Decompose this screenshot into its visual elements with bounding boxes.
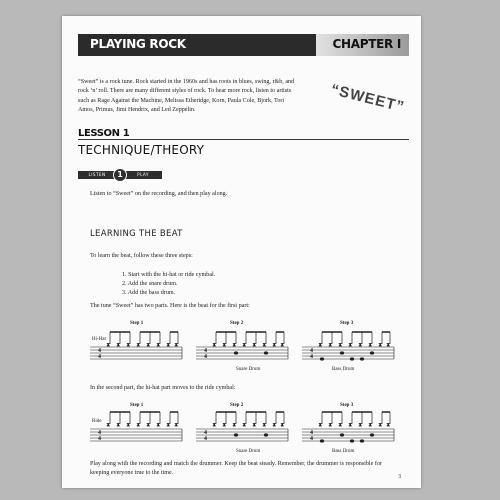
listen-label: LISTEN [78,171,116,179]
hihat-label: Hi-Hat [92,337,106,342]
svg-text:x: x [167,423,170,428]
page-header [78,34,409,56]
svg-text:x: x [127,343,130,348]
svg-text:4: 4 [204,354,207,360]
svg-text:4: 4 [98,348,101,354]
svg-text:x: x [137,343,140,348]
track-number: 1 [114,169,126,181]
svg-text:x: x [137,423,140,428]
svg-text:4: 4 [310,348,313,354]
svg-text:4: 4 [310,430,313,436]
staff-1 [90,347,182,359]
ride-notes-step1 [107,412,178,428]
sweet-graphic: “SWEET” [329,81,407,116]
ride-notes-step2 [213,412,284,436]
svg-text:x: x [157,423,160,428]
svg-text:x: x [349,423,352,428]
bass-label: Bass Drum [332,367,355,372]
step1-label: Step 1 [130,321,144,326]
staff-3 [302,429,394,441]
header-title-bar [78,34,316,56]
hihat-notes-step1 [107,332,178,348]
play-label: PLAY [124,171,162,179]
svg-text:4: 4 [98,430,101,436]
svg-text:x: x [127,423,130,428]
svg-text:x: x [387,423,390,428]
staff-1 [90,429,182,441]
steps-list [122,271,215,298]
learning-heading: LEARNING THE BEAT [90,229,183,239]
step2-label: Step 2 [230,321,244,326]
learning-intro: To learn the beat, follow these three steps: [90,253,193,259]
svg-text:x: x [107,423,110,428]
svg-text:x: x [243,423,246,428]
bass-label: Bass Drum [332,449,355,454]
svg-text:x: x [233,343,236,348]
svg-text:x: x [339,343,342,348]
svg-text:4: 4 [98,354,101,360]
svg-text:x: x [329,343,332,348]
svg-text:x: x [157,343,160,348]
staff-2 [196,347,288,359]
listen-play-badge [78,170,162,180]
svg-text:x: x [213,423,216,428]
svg-text:x: x [147,423,150,428]
listen-instruction: Listen to “Sweet” on the recording, and then play along. [90,191,228,197]
page-number: 3 [398,474,401,480]
svg-text:x: x [223,343,226,348]
svg-text:x: x [213,343,216,348]
svg-text:x: x [117,343,120,348]
svg-text:4: 4 [204,348,207,354]
step3-label: Step 3 [340,321,354,326]
ride-label: Ride [92,419,102,424]
svg-text:x: x [273,343,276,348]
svg-text:x: x [319,343,322,348]
svg-text:x: x [329,423,332,428]
lesson-divider [78,139,409,140]
step2-label: Step 2 [230,403,244,408]
list-item: 3. Add the bass drum. [122,290,176,296]
step1-label: Step 1 [130,403,144,408]
svg-text:x: x [359,343,362,348]
svg-text:4: 4 [98,436,101,442]
step3-label: Step 3 [340,403,354,408]
list-item: 1. Start with the hi-hat or ride cymbal. [122,272,216,278]
svg-text:x: x [369,423,372,428]
lesson-label: LESSON 1 [78,128,130,139]
snare-label: Snare Drum [236,449,261,454]
page-title: PLAYING ROCK [90,37,186,51]
svg-text:x: x [359,423,362,428]
stave-part1 [88,314,398,374]
svg-text:4: 4 [204,430,207,436]
svg-text:x: x [281,423,284,428]
svg-text:x: x [379,343,382,348]
svg-text:x: x [175,343,178,348]
svg-text:x: x [387,343,390,348]
svg-text:x: x [167,343,170,348]
svg-text:x: x [175,423,178,428]
staff-3 [302,347,394,359]
closing-paragraph: Play along with the recording and match the drummer. Keep the beat steady. Remember, the drummer is responsible for keeping everyone true to the time. [90,461,382,476]
snare-label: Snare Drum [236,367,261,372]
svg-text:x: x [263,343,266,348]
lesson-title: TECHNIQUE/THEORY [78,143,205,157]
header-chapter-bar [316,34,409,56]
part1-text: The tune “Sweet” has two parts. Here is the beat for the first part: [90,303,250,309]
stave-part2 [88,396,398,456]
svg-text:x: x [319,423,322,428]
part2-text: In the second part, the hi-hat part moves to the ride cymbal: [90,385,236,391]
svg-text:4: 4 [310,436,313,442]
intro-paragraph: “Sweet” is a rock tune. Rock started in the 1960s and has roots in blues, swing, r&b, and rock ‘n’ roll. There are many different styles of rock. To hear more rock, listen to artists such as Rage Against the Machine, Melissa Etheridge, Korn, Paula Cole, Bjork, Tori Amos, Primus, Jimi Hendrix, and Led Zeppelin. [78,79,295,113]
svg-text:x: x [253,343,256,348]
svg-text:4: 4 [204,436,207,442]
svg-text:x: x [253,423,256,428]
svg-text:x: x [223,423,226,428]
svg-text:x: x [117,423,120,428]
svg-text:x: x [263,423,266,428]
svg-text:x: x [107,343,110,348]
hihat-notes-step2 [213,332,284,354]
svg-text:x: x [281,343,284,348]
book-page [62,16,421,488]
svg-text:x: x [147,343,150,348]
svg-text:4: 4 [310,354,313,360]
list-item: 2. Add the snare drum. [122,281,178,287]
svg-text:x: x [233,423,236,428]
svg-text:x: x [243,343,246,348]
svg-text:x: x [349,343,352,348]
svg-text:x: x [369,343,372,348]
svg-text:x: x [273,423,276,428]
svg-text:x: x [379,423,382,428]
chapter-label: CHAPTER I [332,37,401,51]
svg-text:x: x [339,423,342,428]
staff-2 [196,429,288,441]
